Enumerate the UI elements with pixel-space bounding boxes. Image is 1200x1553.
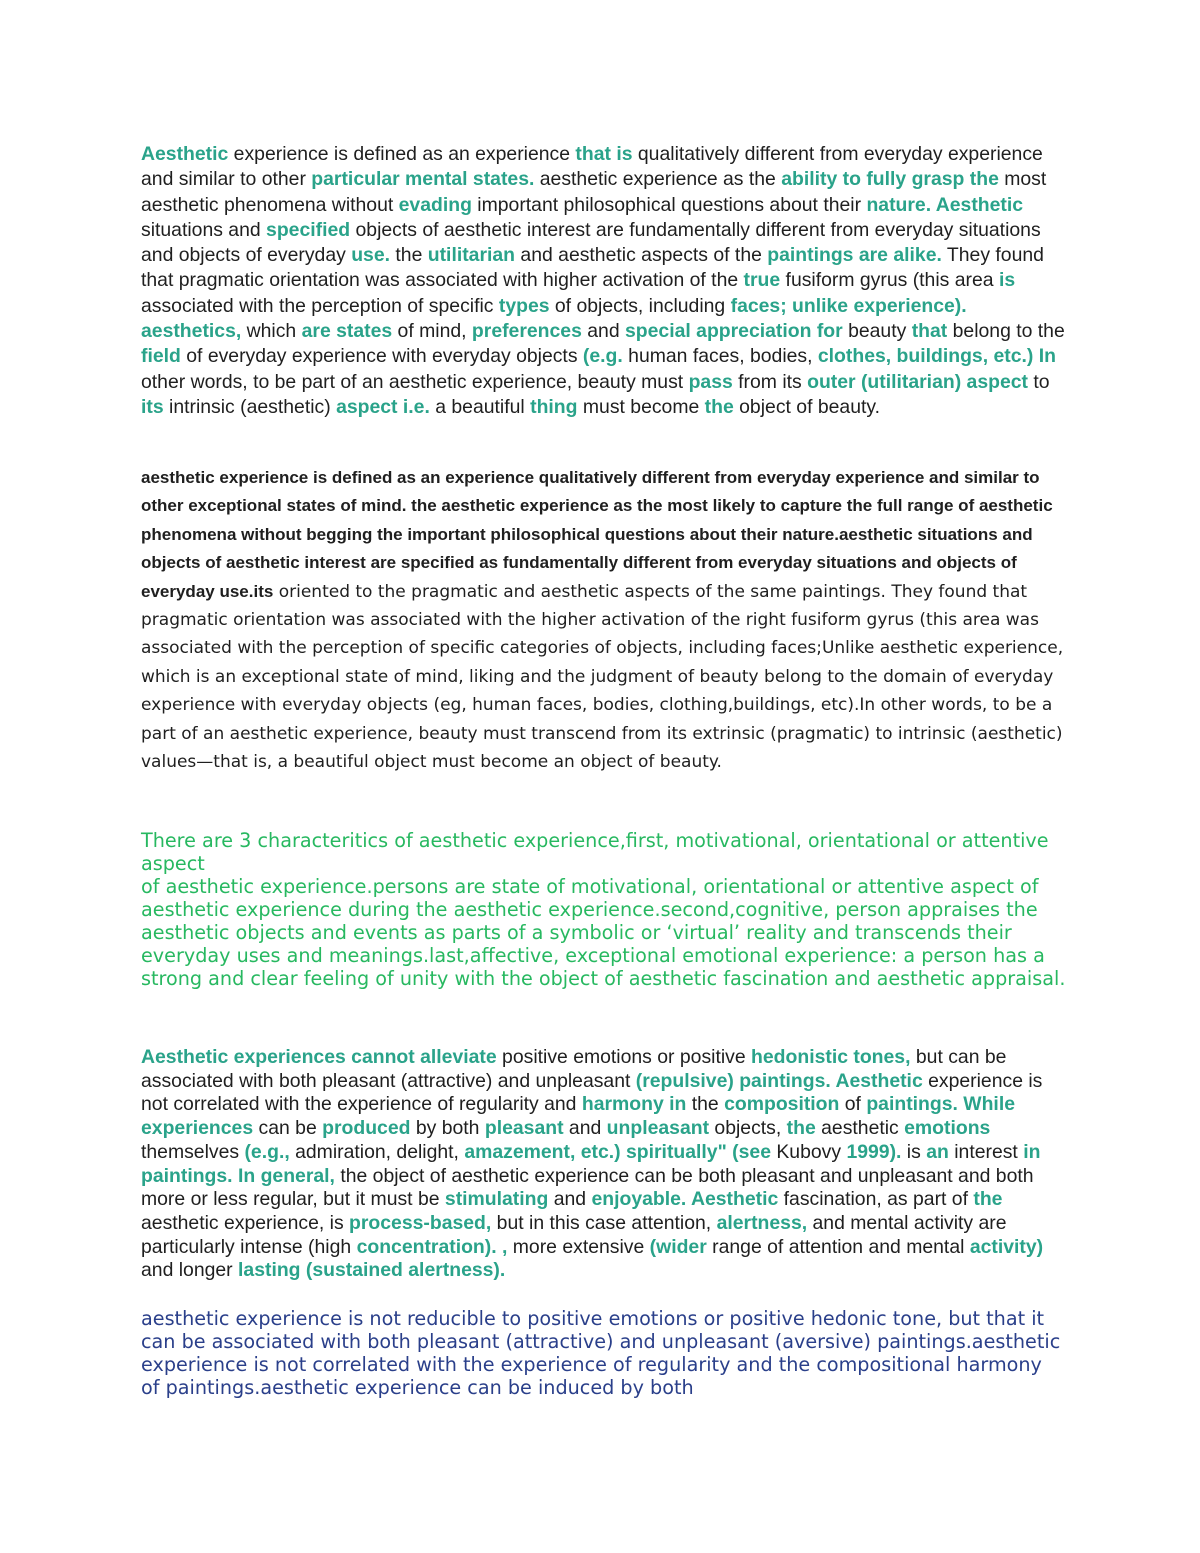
paragraph-3-first-line: There are 3 characteritics of aesthetic experience,first, motivational, orientational or attentive aspect (141, 829, 1049, 875)
highlighted-text: activity) (969, 1235, 1044, 1258)
highlighted-text: (e.g. (582, 345, 623, 368)
body-text: important philosophical questions about their (471, 193, 867, 216)
body-text: beauty (842, 320, 912, 343)
highlighted-text: specified (266, 218, 351, 241)
body-text: which (241, 320, 302, 343)
body-text: of (839, 1093, 867, 1116)
highlighted-text: clothes, buildings, etc.) In (817, 345, 1056, 368)
paragraph-highlighted-4 (141, 1046, 1056, 1283)
highlighted-text: process-based, (349, 1211, 492, 1234)
highlighted-text: true (743, 269, 781, 292)
paragraph-blue-5: aesthetic experience is not reducible to positive emotions or positive hedonic tone, but that it can be associated with both pleasant (attractive) and unpleasant (aversive) paintings.aesthetic experience is not correlated with the experience of regularity and the compositional harmony of paintings.aesthetic experience can be induced by both (141, 1307, 1061, 1399)
highlighted-text: that (911, 320, 948, 343)
body-text: can be (253, 1117, 323, 1140)
highlighted-text: special appreciation for (625, 320, 843, 343)
highlighted-text: evading (398, 193, 472, 216)
body-text: experience is not correlated with the experience of regularity and (141, 1069, 1043, 1116)
body-text: and longer (141, 1259, 239, 1282)
body-text: the (686, 1093, 725, 1116)
highlighted-text: (wider (649, 1235, 707, 1258)
highlighted-text: harmony in (581, 1093, 687, 1116)
body-text: associated with the perception of specific (141, 294, 499, 317)
body-text: aesthetic (815, 1117, 905, 1140)
highlighted-text: aspect i.e. (336, 395, 430, 418)
highlighted-text: 1999). (846, 1140, 902, 1163)
highlighted-text: particular mental states. (311, 168, 535, 191)
highlighted-text: the (973, 1188, 1003, 1211)
body-text: intrinsic (aesthetic) (163, 395, 337, 418)
body-text: object of beauty. (733, 395, 881, 418)
body-text: is (901, 1140, 927, 1163)
body-text: range of attention and mental (706, 1235, 970, 1258)
body-text: and aesthetic aspects of the (515, 244, 768, 267)
highlighted-text: composition (724, 1093, 840, 1116)
body-text: most aesthetic phenomena without (141, 168, 1047, 216)
body-text: the (390, 244, 428, 267)
highlighted-text: enjoyable. Aesthetic (591, 1188, 779, 1211)
highlighted-text: types (498, 294, 550, 317)
body-text: positive emotions or positive (496, 1046, 752, 1068)
body-text: experience is defined as an experience (228, 143, 576, 165)
body-text: admiration, delight, (289, 1140, 465, 1163)
body-text: aesthetic experience, is (141, 1211, 350, 1234)
highlighted-text: faces; unlike experience). aesthetics, (141, 294, 967, 343)
body-text: and mental activity are particularly intense (high (141, 1211, 1007, 1258)
body-text: the object of aesthetic experience can be both pleasant and unpleasant and both more or less regular, but it must be (141, 1164, 1034, 1211)
highlighted-text: ability to fully grasp the (781, 168, 999, 191)
body-text: themselves (141, 1140, 245, 1163)
highlighted-text: (repulsive) paintings. Aesthetic (635, 1069, 923, 1092)
body-text: of everyday experience with everyday objects (180, 345, 583, 368)
body-text: and (581, 320, 626, 343)
highlighted-text: paintings. While experiences (141, 1093, 1015, 1140)
highlighted-text: unpleasant (606, 1117, 710, 1140)
body-text: must become (577, 395, 705, 418)
body-text: qualitatively different from everyday experience and similar to other (141, 143, 1043, 191)
body-text: more extensive (507, 1235, 650, 1258)
body-text: fusiform gyrus (this area (780, 269, 999, 292)
body-text: human faces, bodies, (622, 345, 818, 368)
highlighted-text: in paintings. In general, (141, 1140, 1041, 1187)
body-text: interest (948, 1140, 1024, 1163)
highlighted-text: Aesthetic experiences cannot alleviate (141, 1046, 497, 1068)
highlighted-text: lasting (sustained alertness). (238, 1259, 506, 1282)
highlighted-text: emotions (904, 1117, 991, 1140)
highlighted-text: stimulating (444, 1188, 549, 1211)
highlighted-text: use. (351, 244, 391, 267)
body-text: a beautiful (429, 395, 531, 418)
highlighted-text: alertness, (716, 1211, 808, 1234)
highlighted-text: thing (530, 395, 578, 418)
highlighted-text: is (998, 269, 1016, 292)
body-text: objects of aesthetic interest are fundamentally different from everyday situations and objects of everyday (141, 218, 1041, 267)
body-text: They found that pragmatic orientation was associated with higher activation of the (141, 244, 1044, 292)
paragraph-plain-2 (141, 464, 1081, 776)
highlighted-text: concentration). , (356, 1235, 508, 1258)
paragraph-green-3 (141, 829, 1066, 990)
body-text: Kubovy (770, 1140, 847, 1163)
body-text: situations and (141, 218, 267, 241)
highlighted-text: amazement, etc.) spiritually" (see (464, 1140, 771, 1163)
body-text: fascination, as part of (778, 1188, 974, 1211)
highlighted-text: hedonistic tones, (751, 1046, 911, 1068)
highlighted-text: field (141, 345, 181, 368)
highlighted-text: utilitarian (427, 244, 516, 267)
highlighted-text: produced (322, 1117, 411, 1140)
paragraph-highlighted-1 (141, 142, 1071, 420)
highlighted-text: the (704, 395, 734, 418)
highlighted-text: paintings are alike. (767, 244, 942, 267)
highlighted-text: are states (301, 320, 393, 343)
body-text: of objects, including (549, 294, 731, 317)
highlighted-text: (e.g., (244, 1140, 290, 1163)
highlighted-text: its (141, 395, 164, 418)
highlighted-text: outer (utilitarian) aspect (807, 370, 1028, 393)
body-text: but in this case attention, (491, 1211, 717, 1234)
body-text: by both (410, 1117, 485, 1140)
body-text: from its (732, 370, 808, 393)
highlighted-text: pass (688, 370, 733, 393)
highlighted-text: pleasant (484, 1117, 564, 1140)
paragraph-3-rest: of aesthetic experience.persons are state of motivational, orientational or attentive aspect of aesthetic experience during the aesthetic experience.second,cognitive, person appraises the aesthetic objects and events as parts of a symbolic or ‘virtual’ reality and transcends their everyday uses and meanings.last,affective, exceptional emotional experience: a person has a strong and clear feeling of unity with the object of aesthetic fascination and aesthetic appraisal. (141, 875, 1066, 990)
body-text: and (563, 1117, 607, 1140)
body-text: but can be associated with both pleasant (attractive) and unpleasant (141, 1046, 1007, 1092)
body-text: aesthetic experience as the (534, 168, 782, 191)
highlighted-text: nature. Aesthetic (866, 193, 1024, 216)
body-text: to (1027, 370, 1050, 393)
highlighted-text: that is (575, 143, 633, 165)
body-text: other words, to be part of an aesthetic experience, beauty must (141, 370, 689, 393)
highlighted-text: preferences (471, 320, 582, 343)
highlighted-text: Aesthetic (141, 143, 229, 165)
body-text: aesthetic experience is defined as an experience qualitatively different from everyday experience and similar to other exceptional states of mind. the aesthetic experience as the most likely to capture the full range of aesthetic phenomena without begging the important philosophical questions about their nature.aesthetic situations and objects of aesthetic interest are specified as fundamentally different from everyday situations and objects of everyday use.its (141, 468, 1053, 601)
body-text: of mind, (392, 320, 472, 343)
highlighted-text: an (926, 1140, 949, 1163)
highlighted-text: the (786, 1117, 816, 1140)
body-text: and (548, 1188, 592, 1211)
body-text: belong to the (947, 320, 1065, 343)
body-text: objects, (709, 1117, 787, 1140)
body-text: oriented to the pragmatic and aesthetic aspects of the same paintings. They found that pragmatic orientation was associated with the higher activation of the right fusiform gyrus (this area was associated with the perception of specific categories of objects, including faces;Unlike aesthetic experience, which is an exceptional state of mind, liking and the judgment of beauty belong to the domain of everyday experience with everyday objects (eg, human faces, bodies, clothing,buildings, etc).In other words, to be a part of an aesthetic experience, beauty must transcend from its extrinsic (pragmatic) to intrinsic (aesthetic) values—that is, a beautiful object must become an object of beauty. (141, 581, 1064, 773)
